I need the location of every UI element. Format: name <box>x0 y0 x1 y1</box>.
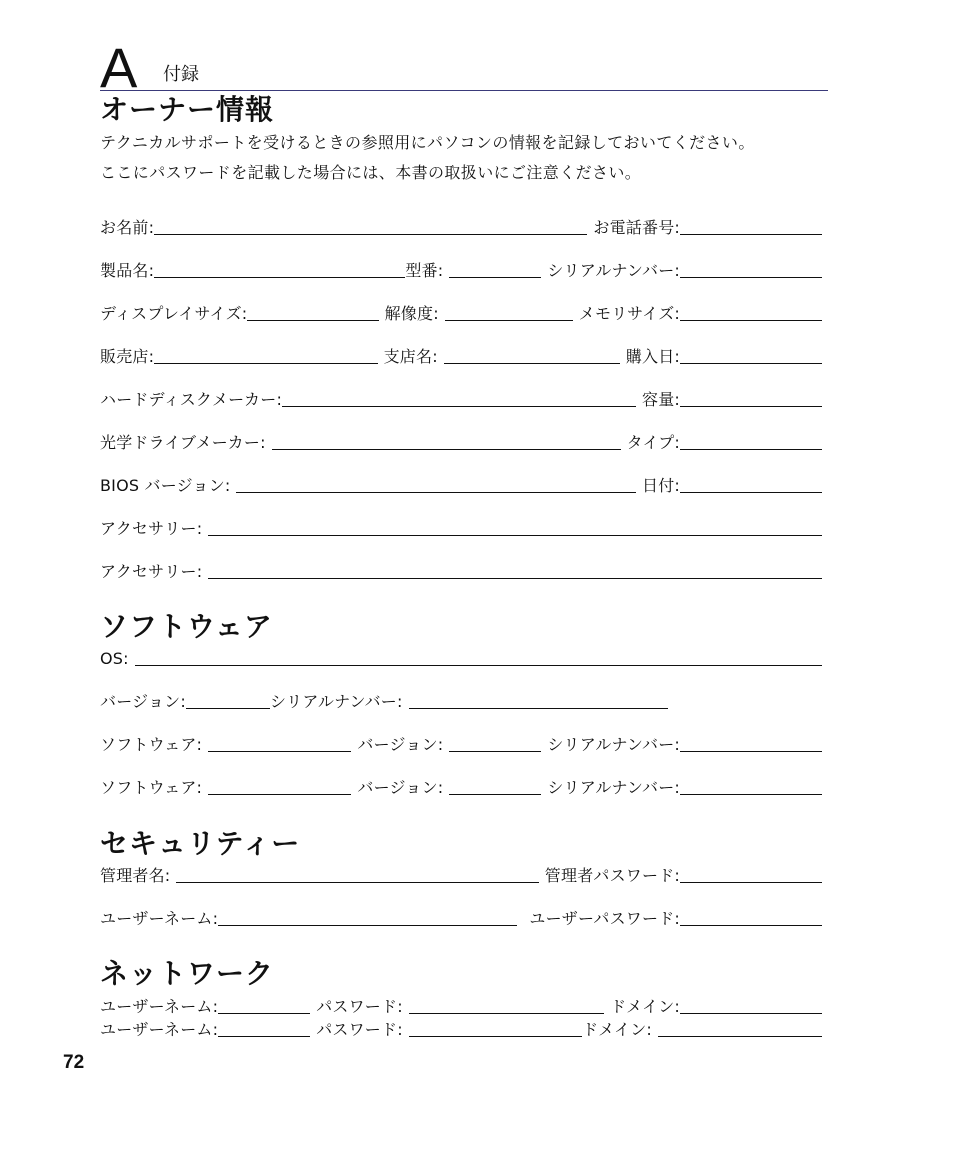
product-row <box>100 259 822 281</box>
date-blank[interactable] <box>680 492 822 493</box>
os-version-row <box>100 690 668 712</box>
branch-blank[interactable] <box>444 363 620 364</box>
admin-name-label: 管理者名: <box>100 866 171 885</box>
optical-row <box>100 431 822 453</box>
name-blank[interactable] <box>154 234 587 235</box>
display-size-label: ディスプレイサイズ: <box>100 304 248 323</box>
accessory-label-2: アクセサリー: <box>100 562 203 581</box>
software-row-2 <box>100 776 822 798</box>
retailer-row <box>100 345 822 367</box>
network-password-blank-2[interactable] <box>409 1036 582 1037</box>
software-label-1: ソフトウェア: <box>100 735 203 754</box>
accessory-blank-1[interactable] <box>208 535 822 536</box>
software-serial-blank-1[interactable] <box>680 751 822 752</box>
capacity-blank[interactable] <box>680 406 822 407</box>
user-password-blank[interactable] <box>680 925 822 926</box>
bios-version-label: BIOS バージョン: <box>100 476 231 495</box>
product-name-blank[interactable] <box>154 277 405 278</box>
network-password-blank-1[interactable] <box>409 1013 604 1014</box>
software-version-label-2: バージョン: <box>357 778 444 797</box>
admin-row <box>100 864 822 886</box>
admin-name-blank[interactable] <box>176 882 538 883</box>
serial-label: シリアルナンバー: <box>547 261 680 280</box>
software-version-blank-2[interactable] <box>449 794 541 795</box>
network-domain-blank-1[interactable] <box>680 1013 822 1014</box>
type-label: タイプ: <box>626 433 680 452</box>
software-version-blank-1[interactable] <box>449 751 541 752</box>
software-version-label-1: バージョン: <box>357 735 444 754</box>
software-heading: ソフトウェア <box>100 610 273 643</box>
software-row-1 <box>100 733 822 755</box>
network-password-label-1: パスワード: <box>316 997 403 1016</box>
resolution-blank[interactable] <box>445 320 573 321</box>
type-blank[interactable] <box>680 449 822 450</box>
network-row-1 <box>100 995 822 1017</box>
software-blank-2[interactable] <box>208 794 351 795</box>
os-version-label: バージョン: <box>100 692 186 711</box>
retailer-blank[interactable] <box>154 363 377 364</box>
owner-intro-line-1: テクニカルサポートを受けるときの参照用にパソコンの情報を記録しておいてください。 <box>100 133 755 152</box>
branch-label: 支店名: <box>383 347 438 366</box>
software-serial-label-2: シリアルナンバー: <box>547 778 680 797</box>
product-name-label: 製品名: <box>100 261 155 280</box>
serial-blank[interactable] <box>680 277 822 278</box>
appendix-header <box>100 36 828 99</box>
optical-maker-label: 光学ドライブメーカー: <box>100 433 266 452</box>
model-blank[interactable] <box>449 277 541 278</box>
hdd-maker-blank[interactable] <box>282 406 636 407</box>
network-user-label-2: ユーザーネーム: <box>100 1020 219 1039</box>
phone-label: お電話番号: <box>593 218 680 237</box>
retailer-label: 販売店: <box>100 347 155 366</box>
network-row-2 <box>100 1018 822 1040</box>
display-row <box>100 302 822 324</box>
network-user-blank-2[interactable] <box>218 1036 310 1037</box>
capacity-label: 容量: <box>642 390 680 409</box>
user-name-label: ユーザーネーム: <box>100 909 219 928</box>
network-heading: ネットワーク <box>100 957 275 990</box>
appendix-title: 付録 <box>163 64 199 85</box>
user-name-blank[interactable] <box>218 925 517 926</box>
security-heading: セキュリティー <box>100 827 301 860</box>
owner-name-row <box>100 216 822 238</box>
accessory-row-1 <box>100 517 822 539</box>
network-user-label-1: ユーザーネーム: <box>100 997 219 1016</box>
accessory-blank-2[interactable] <box>208 578 822 579</box>
network-domain-label-1: ドメイン: <box>610 997 680 1016</box>
os-serial-label: シリアルナンバー: <box>269 692 403 711</box>
accessory-label-1: アクセサリー: <box>100 519 203 538</box>
model-label: 型番: <box>405 261 444 280</box>
owner-info-heading: オーナー情報 <box>100 93 275 126</box>
memory-size-blank[interactable] <box>680 320 822 321</box>
network-password-label-2: パスワード: <box>316 1020 403 1039</box>
user-password-label: ユーザーパスワード: <box>529 909 680 928</box>
admin-password-label: 管理者パスワード: <box>544 866 680 885</box>
purchase-date-blank[interactable] <box>680 363 822 364</box>
optical-maker-blank[interactable] <box>272 449 621 450</box>
hdd-row <box>100 388 822 410</box>
software-label-2: ソフトウェア: <box>100 778 203 797</box>
name-label: お名前: <box>100 218 155 237</box>
network-user-blank-1[interactable] <box>218 1013 310 1014</box>
memory-size-label: メモリサイズ: <box>578 304 680 323</box>
appendix-letter: A <box>100 36 138 99</box>
bios-row <box>100 474 822 496</box>
os-version-blank[interactable] <box>186 708 270 709</box>
page-number: 72 <box>63 1052 85 1073</box>
header-rule <box>100 90 828 91</box>
owner-intro-line-2: ここにパスワードを記載した場合には、本書の取扱いにご注意ください。 <box>100 163 642 182</box>
os-serial-blank[interactable] <box>409 708 668 709</box>
os-label: OS: <box>100 649 129 668</box>
user-row <box>100 907 822 929</box>
phone-blank[interactable] <box>680 234 822 235</box>
hdd-maker-label: ハードディスクメーカー: <box>100 390 283 409</box>
bios-version-blank[interactable] <box>236 492 636 493</box>
admin-password-blank[interactable] <box>680 882 822 883</box>
resolution-label: 解像度: <box>384 304 439 323</box>
display-size-blank[interactable] <box>247 320 378 321</box>
date-label: 日付: <box>642 476 680 495</box>
accessory-row-2 <box>100 560 822 582</box>
os-blank[interactable] <box>135 665 822 666</box>
software-blank-1[interactable] <box>208 751 351 752</box>
software-serial-label-1: シリアルナンバー: <box>547 735 680 754</box>
purchase-date-label: 購入日: <box>625 347 680 366</box>
network-domain-blank-2[interactable] <box>658 1036 822 1037</box>
software-serial-blank-2[interactable] <box>680 794 822 795</box>
os-row <box>100 647 822 669</box>
network-domain-label-2: ドメイン: <box>582 1020 652 1039</box>
